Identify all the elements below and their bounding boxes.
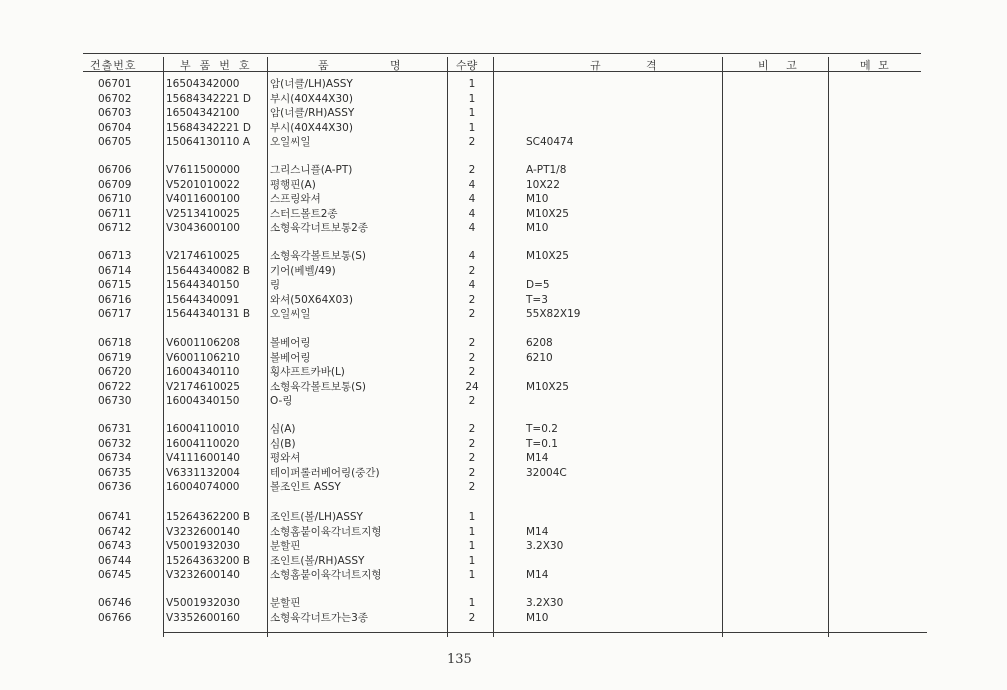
cell-no: 06711 [98, 207, 132, 220]
cell-qty: 1 [468, 511, 476, 523]
cell-name: 소형육각볼트보통(S) [270, 380, 367, 393]
cell-spec: M10 [526, 193, 549, 206]
cell-qty: 24 [465, 380, 479, 393]
cell-spec: 3.2X30 [526, 540, 564, 553]
cell-no: 06732 [98, 437, 132, 450]
header-no: 건출번호 [90, 59, 137, 72]
column-divider [267, 57, 268, 637]
cell-part: V5201010022 [166, 178, 240, 191]
table-bottom-border [163, 632, 927, 633]
cell-qty: 1 [468, 525, 476, 538]
cell-no: 06701 [98, 78, 132, 90]
cell-part: 16004110010 [166, 423, 240, 435]
cell-part: V4111600140 [166, 452, 240, 465]
cell-part: 15684342221 D [166, 121, 251, 134]
cell-name: 소형육각볼트보통(S) [270, 250, 367, 262]
header-part-number: 부품번호 [180, 59, 259, 72]
cell-name: 조인트(볼/RH)ASSY [270, 554, 365, 567]
header-name-left: 품 [318, 59, 329, 72]
cell-name: 소형홈붙이육각너트지형 [270, 569, 382, 582]
cell-name: 부시(40X44X30) [270, 92, 353, 105]
cell-qty: 2 [468, 395, 476, 408]
cell-spec: M10 [526, 222, 549, 235]
cell-part: V7611500000 [166, 164, 240, 176]
cell-no: 06714 [98, 264, 132, 277]
column-divider [722, 57, 723, 637]
cell-name: 소형육각너트보통2종 [270, 222, 368, 235]
cell-qty: 2 [468, 164, 476, 176]
cell-name: 분할핀 [270, 540, 301, 553]
cell-name: 평행핀(A) [270, 178, 316, 191]
cell-spec: T=3 [526, 293, 548, 306]
cell-name: 링 [270, 279, 281, 292]
cell-part: V3043600100 [166, 222, 240, 235]
cell-spec: M10 [526, 611, 549, 624]
cell-part: 15264362200 B [166, 511, 251, 523]
cell-part: V2174610025 [166, 380, 240, 393]
cell-spec: 6210 [526, 351, 553, 364]
cell-no: 06743 [98, 540, 132, 553]
cell-no: 06730 [98, 395, 132, 408]
cell-name: 평와셔 [270, 452, 301, 465]
cell-part: V2513410025 [166, 207, 240, 220]
cell-spec: M10X25 [526, 380, 569, 393]
cell-name: 그리스니플(A-PT) [270, 164, 353, 176]
cell-no: 06713 [98, 250, 132, 262]
cell-name: 횡샤프트카바(L) [270, 366, 345, 379]
cell-qty: 4 [468, 193, 476, 206]
cell-qty: 2 [468, 136, 476, 149]
cell-spec: 10X22 [526, 178, 560, 191]
cell-part: 16504342100 [166, 107, 240, 120]
cell-qty: 2 [468, 264, 476, 277]
column-divider [828, 57, 829, 637]
cell-no: 06717 [98, 308, 132, 321]
cell-no: 06704 [98, 121, 132, 134]
cell-qty: 2 [468, 481, 476, 494]
cell-qty: 4 [468, 279, 476, 292]
header-memo: 메 모 [860, 59, 891, 72]
cell-part: 15644340091 [166, 293, 240, 306]
cell-no: 06719 [98, 351, 132, 364]
cell-name: 오일씨일 [270, 308, 311, 321]
cell-spec: 3.2X30 [526, 597, 564, 609]
cell-name: 볼베어링 [270, 351, 311, 364]
cell-part: 15264363200 B [166, 554, 251, 567]
cell-qty: 1 [468, 597, 476, 609]
cell-no: 06734 [98, 452, 132, 465]
cell-part: V6331132004 [166, 466, 240, 479]
cell-spec: M10X25 [526, 250, 569, 262]
cell-part: 15644340150 [166, 279, 240, 292]
cell-name: 부시(40X44X30) [270, 121, 353, 134]
cell-qty: 1 [468, 92, 476, 105]
cell-no: 06705 [98, 136, 132, 149]
cell-spec: SC40474 [526, 136, 574, 149]
cell-name: 스터드볼트2종 [270, 207, 338, 220]
cell-name: 소형홈붙이육각너트지형 [270, 525, 382, 538]
cell-no: 06706 [98, 164, 132, 176]
cell-no: 06715 [98, 279, 132, 292]
cell-no: 06766 [98, 611, 132, 624]
column-divider [493, 57, 494, 637]
cell-no: 06710 [98, 193, 132, 206]
cell-qty: 4 [468, 250, 476, 262]
cell-qty: 2 [468, 437, 476, 450]
cell-qty: 1 [468, 107, 476, 120]
cell-spec: A-PT1/8 [526, 164, 567, 176]
cell-name: 기어(베벨/49) [270, 264, 336, 277]
cell-no: 06745 [98, 569, 132, 582]
cell-qty: 2 [468, 423, 476, 435]
cell-name: 심(A) [270, 423, 296, 435]
cell-part: V3232600140 [166, 525, 240, 538]
cell-qty: 1 [468, 569, 476, 582]
cell-no: 06741 [98, 511, 132, 523]
cell-part: V3232600140 [166, 569, 240, 582]
cell-part: 16004110020 [166, 437, 240, 450]
cell-name: 볼베어링 [270, 337, 311, 349]
cell-spec: M14 [526, 452, 549, 465]
cell-name: 소형육각너트가는3종 [270, 611, 368, 624]
cell-no: 06702 [98, 92, 132, 105]
cell-qty: 4 [468, 178, 476, 191]
cell-part: 15064130110 A [166, 136, 251, 149]
cell-qty: 2 [468, 293, 476, 306]
column-divider [163, 57, 164, 637]
cell-spec: 32004C [526, 466, 567, 479]
header-quantity: 수량 [456, 59, 478, 72]
cell-name: 테이퍼롤러베어링(중간) [270, 466, 380, 479]
cell-qty: 1 [468, 121, 476, 134]
cell-part: 16504342000 [166, 78, 240, 90]
cell-name: 와셔(50X64X03) [270, 293, 353, 306]
cell-part: 15684342221 D [166, 92, 251, 105]
cell-name: 볼조인트 ASSY [270, 481, 341, 494]
cell-no: 06742 [98, 525, 132, 538]
cell-spec: T=0.2 [526, 423, 558, 435]
cell-qty: 2 [468, 452, 476, 465]
cell-spec: M14 [526, 525, 549, 538]
cell-part: 16004340110 [166, 366, 240, 379]
cell-part: V6001106208 [166, 337, 240, 349]
cell-part: V5001932030 [166, 597, 240, 609]
column-divider [447, 57, 448, 637]
cell-spec: 55X82X19 [526, 308, 581, 321]
cell-qty: 4 [468, 222, 476, 235]
cell-no: 06735 [98, 466, 132, 479]
table-top-border [83, 53, 921, 54]
cell-no: 06718 [98, 337, 132, 349]
cell-part: 15644340082 B [166, 264, 251, 277]
header-name-right: 명 [390, 59, 401, 72]
cell-qty: 2 [468, 466, 476, 479]
cell-qty: 1 [468, 78, 476, 90]
cell-qty: 2 [468, 337, 476, 349]
cell-part: 15644340131 B [166, 308, 251, 321]
cell-part: V3352600160 [166, 611, 240, 624]
cell-part: V2174610025 [166, 250, 240, 262]
cell-part: 16004074000 [166, 481, 240, 494]
cell-part: 16004340150 [166, 395, 240, 408]
cell-no: 06712 [98, 222, 132, 235]
cell-part: V4011600100 [166, 193, 240, 206]
header-note: 비 고 [758, 59, 804, 72]
cell-name: 암(너클/RH)ASSY [270, 107, 355, 120]
header-spec-left: 규 [590, 59, 601, 72]
cell-name: 조인트(볼/LH)ASSY [270, 511, 363, 523]
cell-no: 06709 [98, 178, 132, 191]
cell-no: 06720 [98, 366, 132, 379]
cell-qty: 2 [468, 611, 476, 624]
cell-spec: M10X25 [526, 207, 569, 220]
cell-qty: 2 [468, 351, 476, 364]
cell-no: 06736 [98, 481, 132, 494]
cell-name: O-링 [270, 395, 293, 408]
header-spec-right: 격 [646, 59, 657, 72]
cell-name: 암(너클/LH)ASSY [270, 78, 353, 90]
cell-no: 06731 [98, 423, 132, 435]
cell-no: 06703 [98, 107, 132, 120]
cell-spec: T=0.1 [526, 437, 558, 450]
cell-qty: 2 [468, 308, 476, 321]
cell-name: 분할핀 [270, 597, 301, 609]
cell-qty: 2 [468, 366, 476, 379]
cell-spec: M14 [526, 569, 549, 582]
page-number: 135 [447, 652, 472, 667]
cell-no: 06722 [98, 380, 132, 393]
cell-no: 06746 [98, 597, 132, 609]
cell-no: 06744 [98, 554, 132, 567]
cell-no: 06716 [98, 293, 132, 306]
cell-qty: 4 [468, 207, 476, 220]
cell-part: V5001932030 [166, 540, 240, 553]
cell-name: 심(B) [270, 437, 296, 450]
cell-name: 스프링와셔 [270, 193, 321, 206]
cell-spec: D=5 [526, 279, 550, 292]
cell-spec: 6208 [526, 337, 553, 349]
cell-name: 오일씨일 [270, 136, 311, 149]
cell-part: V6001106210 [166, 351, 240, 364]
cell-qty: 1 [468, 540, 476, 553]
cell-qty: 1 [468, 554, 476, 567]
